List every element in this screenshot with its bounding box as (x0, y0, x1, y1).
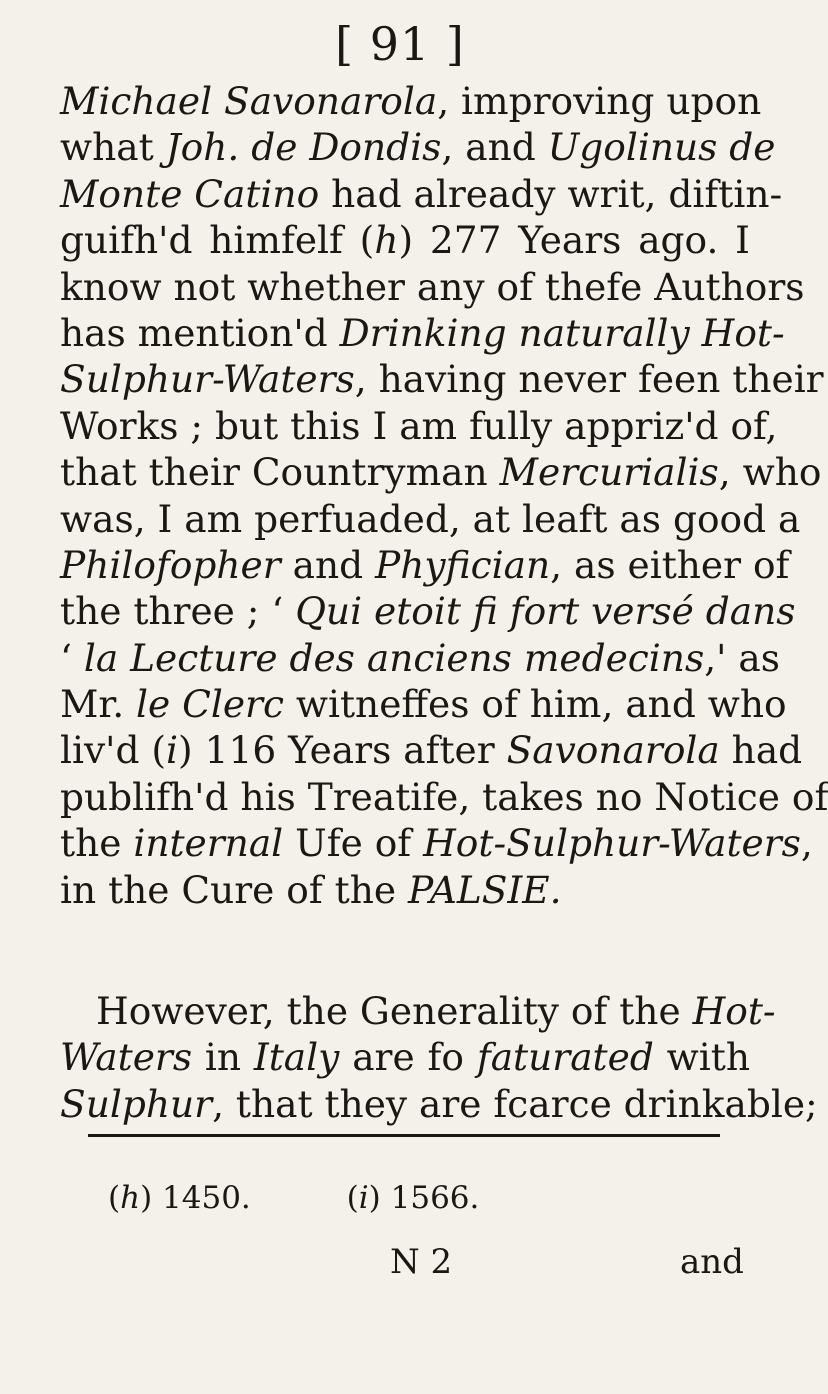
footnote-text: 1566. (390, 1180, 480, 1216)
italic-text: internal (133, 821, 284, 866)
italic-text: Qui etoit fi fort versé dans (295, 589, 796, 634)
text-line (60, 867, 750, 913)
roman-text: ) 277 Years ago. I (398, 218, 750, 263)
footnotes (108, 1178, 565, 1218)
roman-text: had already writ, diftin- (319, 171, 783, 216)
roman-text: in the Cure of the (60, 867, 408, 912)
italic-text: Drinking naturally Hot- (339, 310, 785, 355)
roman-text: , as either of (550, 542, 790, 587)
footnote-h: (h) 1450. (108, 1180, 251, 1216)
roman-text: know not whether any of thefe Authors (60, 264, 805, 309)
roman-text: , improving upon (437, 79, 762, 123)
italic-text: Joh. de Dondis (165, 125, 442, 170)
page-number: [ 91 ] (335, 17, 465, 71)
roman-text: in (192, 1035, 254, 1080)
italic-text: Hot- (692, 989, 776, 1033)
text-line (60, 171, 783, 217)
text-line (60, 356, 824, 402)
roman-text: , that they are fcarce drinkable; (212, 1081, 818, 1126)
roman-text: , who (718, 450, 822, 495)
roman-text: has mention'd (60, 310, 340, 355)
text-line (60, 310, 785, 356)
text-line (60, 820, 813, 866)
italic-text: Philofopher (60, 542, 281, 587)
text-line (60, 588, 796, 634)
italic-text: Sulphur-Waters (60, 357, 355, 402)
italic-text: h (374, 218, 399, 263)
italic-text: i (166, 728, 179, 773)
signature-mark: N 2 (390, 1242, 453, 1282)
roman-text: guifh'd himfelf ( (60, 218, 375, 263)
text-line (60, 449, 822, 495)
roman-text: liv'd ( (60, 728, 167, 773)
roman-text: that their Countryman (60, 450, 500, 495)
roman-text: the three ; ‘ (60, 589, 296, 634)
text-line (60, 542, 790, 588)
roman-text: had (719, 728, 803, 773)
roman-text: ) 116 Years after (178, 728, 507, 773)
roman-text: , and (441, 125, 548, 170)
roman-text: what (60, 125, 166, 170)
text-line (60, 635, 780, 681)
roman-text: was, I am perfuaded, at leaft as good a (60, 496, 801, 541)
italic-text: Italy (253, 1035, 340, 1080)
text-line (60, 78, 762, 124)
roman-text: However, the Generality of the (96, 989, 693, 1033)
italic-text: Mercurialis (499, 450, 719, 495)
italic-text: Michael Savonarola (60, 79, 438, 123)
italic-text: faturated (476, 1035, 654, 1080)
italic-text: Monte Catino (60, 171, 320, 216)
text-line (60, 1081, 818, 1127)
footnote-i: (i) 1566. (346, 1180, 480, 1216)
roman-text: witneffes of him, and who (283, 682, 787, 727)
italic-text: la Lecture des anciens medecins (83, 635, 705, 680)
italic-text: Sulphur (60, 1081, 213, 1126)
roman-text: Works ; but this I am fully appriz'd of, (60, 403, 778, 448)
italic-text: Ugolinus de (547, 125, 776, 170)
roman-text: ,' as (704, 635, 780, 680)
roman-text: , having never feen their (354, 357, 824, 402)
italic-text: PALSIE. (408, 867, 562, 912)
paragraph-2 (60, 988, 818, 1127)
paragraph-1 (60, 78, 828, 913)
text-line (60, 774, 828, 820)
roman-text: Ufe of (283, 821, 424, 866)
roman-text: ‘ (60, 635, 84, 680)
text-line (60, 217, 750, 263)
text-line (60, 1034, 750, 1080)
text-line (60, 681, 787, 727)
text-line (60, 988, 776, 1034)
footnote-label: h (120, 1180, 141, 1216)
text-line (60, 496, 801, 542)
text-line (60, 264, 805, 310)
roman-text: publifh'd his Treatife, takes no Notice of (60, 774, 828, 819)
italic-text: Waters (60, 1035, 193, 1080)
italic-text: Hot-Sulphur-Waters (423, 821, 801, 866)
footnote-rule (88, 1134, 720, 1137)
roman-text: the (60, 821, 134, 866)
italic-text: le Clerc (136, 682, 284, 727)
footnote-text: 1450. (162, 1180, 251, 1216)
italic-text: Savonarola (506, 728, 720, 773)
roman-text: with (653, 1035, 750, 1080)
roman-text: and (280, 542, 376, 587)
footnote-label: i (358, 1180, 369, 1216)
catchword: and (680, 1242, 744, 1282)
italic-text: Phyfician (375, 542, 551, 587)
text-line (60, 403, 778, 449)
roman-text: are fo (339, 1035, 477, 1080)
text-line (60, 124, 776, 170)
roman-text: Mr. (60, 682, 137, 727)
roman-text: , (800, 821, 813, 866)
text-line (60, 727, 803, 773)
